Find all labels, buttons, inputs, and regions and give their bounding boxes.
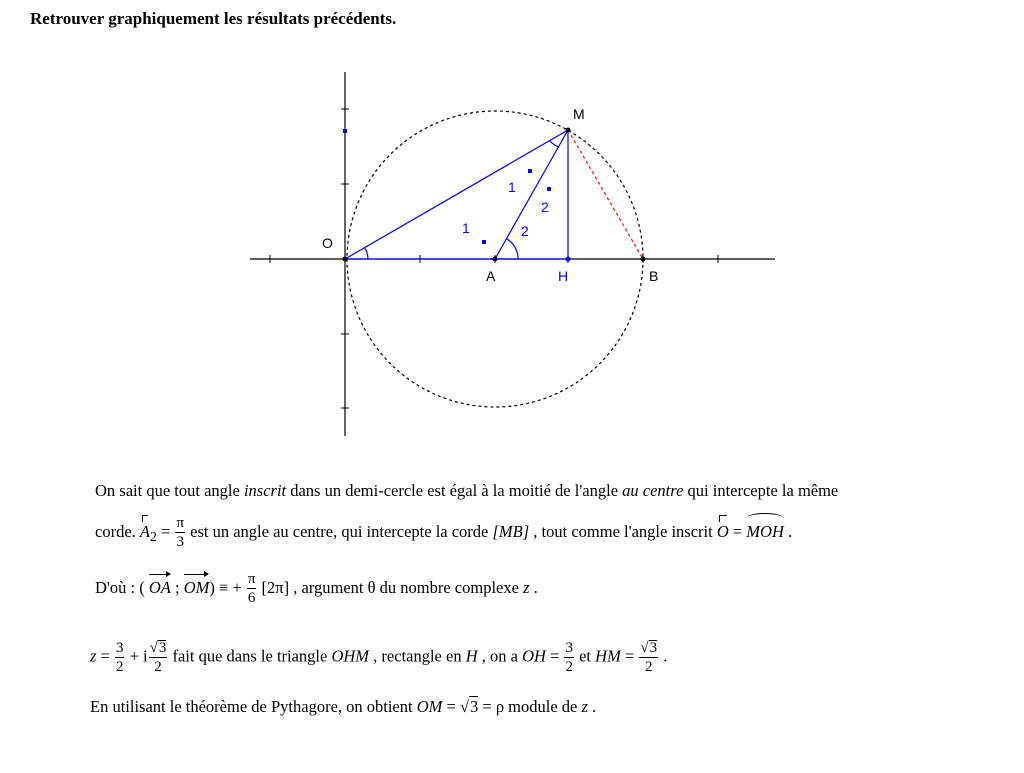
angle-mark-2a: 2 [521, 223, 529, 239]
text-line-2: corde. $A_2$ = $\frac{\pi}{3}$ est un angle au centre, qui intercepte la corde [MB] , tout comme l'angle inscrit O = MOH . [95, 515, 793, 550]
label-B: B [649, 268, 659, 284]
text-line-4: z = $\frac{3}{2}$ + i $\frac{√3}{2}$ fait que dans le triangle OHM , rectangle en H , on a OH = $\frac{3}{2}$ et HM = $\frac{√3}{2}$ . [90, 639, 668, 675]
chord-MB [568, 130, 643, 259]
angle-mark-1b: 1 [508, 179, 516, 195]
y-axis-blue-point [343, 129, 347, 133]
label-M: M [573, 106, 585, 122]
label-O: O [322, 235, 333, 251]
triangle-lines [345, 130, 568, 259]
angle-mark-1a: 1 [462, 220, 470, 236]
fraction-pi-6: $\frac{\pi}{6}$ [247, 571, 256, 606]
text-line-3: D'où : ( OA ; OM) ≡ + $\frac{\pi}{6}$ [2π] , argument θ du nombre complexe z . [95, 571, 538, 606]
points [343, 128, 646, 262]
text-line-1: On sait que tout angle inscrit dans un demi-cercle est égal à la moitié de l'angle au centre qui intercepte la même [95, 481, 839, 500]
fraction-pi-3: $\frac{\pi}{3}$ [176, 515, 185, 550]
label-H: H [558, 268, 569, 284]
page-title: Retrouver graphiquement les résultats précédents. [30, 9, 397, 28]
text-line-5: En utilisant le théorème de Pythagore, on obtient OM = √3 = ρ module de z . [90, 697, 597, 716]
angle-mark-2b: 2 [541, 199, 549, 215]
label-A: A [486, 268, 496, 284]
